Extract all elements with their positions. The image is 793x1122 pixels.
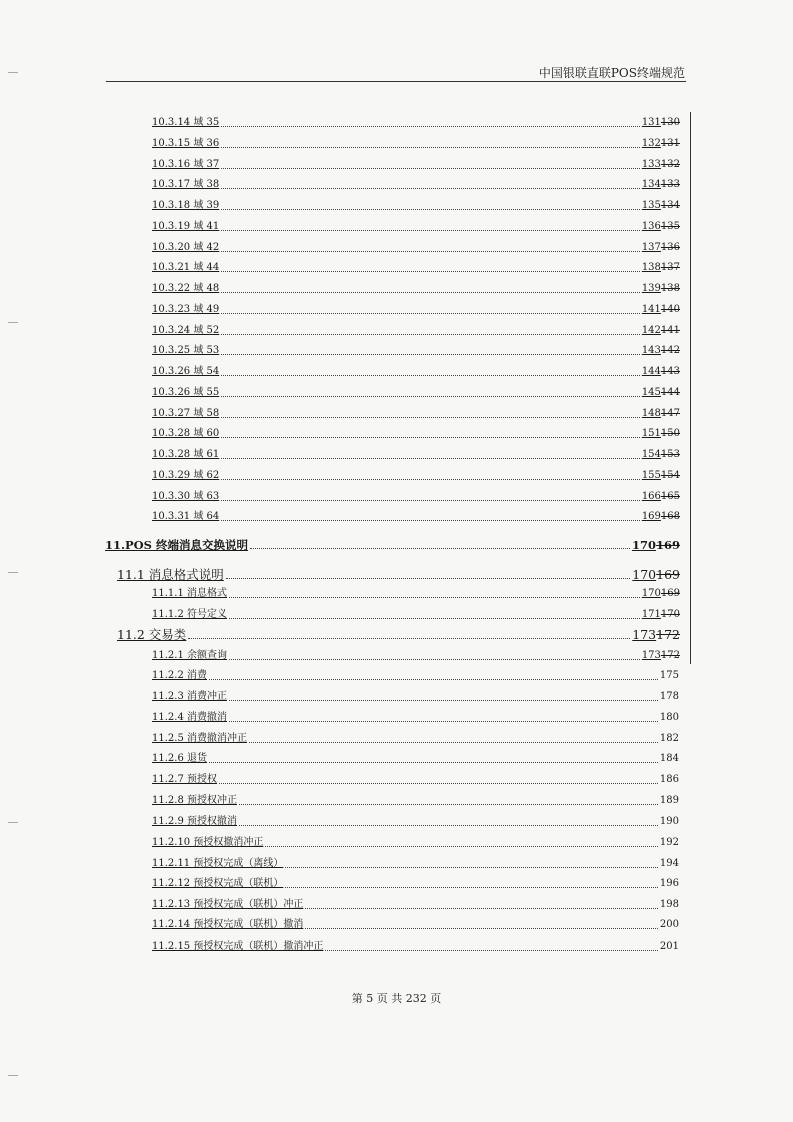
toc-entry-label: 11.2 交易类 (117, 627, 187, 642)
toc-page-old-struck: 150 (660, 428, 680, 440)
toc-entry[interactable] (152, 857, 679, 871)
toc-entry[interactable] (152, 898, 679, 912)
toc-entry-label: 11.2.12 预授权完成（联机） (152, 878, 284, 889)
toc-page-new: 145 (641, 386, 661, 398)
scan-artifact (8, 822, 18, 823)
toc-entry[interactable] (152, 918, 679, 932)
toc-page-number (642, 116, 680, 130)
toc-entry-label: 10.3.17 域 38 (152, 179, 220, 191)
toc-page-new: 170 (641, 588, 661, 599)
toc-page: 192 (659, 837, 679, 848)
toc-page-number (642, 282, 680, 296)
toc-entry-label: 10.3.26 域 55 (152, 386, 220, 398)
toc-dot-leader (221, 209, 640, 210)
toc-page-number (642, 587, 680, 601)
toc-dot-leader (229, 700, 658, 701)
toc-entry[interactable] (152, 877, 679, 891)
toc-entry-label: 11.2.7 预授权 (152, 774, 217, 785)
toc-entry[interactable] (152, 490, 680, 504)
toc-entry-label: 10.3.23 域 49 (152, 303, 220, 315)
toc-entry-label: 11.2.9 预授权撤消 (152, 816, 237, 827)
toc-entry[interactable] (152, 137, 680, 151)
toc-page-number (660, 836, 679, 850)
toc-page-number (642, 241, 680, 255)
toc-entry-label: 10.3.30 域 63 (152, 490, 220, 502)
page-footer: 第 5 页 共 232 页 (351, 992, 442, 1005)
toc-entry-label: 11.2.8 预授权冲正 (152, 795, 237, 806)
toc-page-number (642, 386, 680, 400)
toc-entry-label: 10.3.28 域 60 (152, 428, 220, 440)
toc-page-number (660, 669, 679, 683)
toc-entry[interactable] (152, 407, 680, 421)
toc-page-number (660, 711, 679, 725)
toc-page: 175 (659, 670, 679, 681)
toc-entry[interactable] (152, 815, 679, 829)
toc-page: 180 (659, 712, 679, 723)
toc-entry[interactable] (152, 608, 680, 622)
toc-page-old-struck: 136 (660, 241, 680, 253)
toc-dot-leader (221, 271, 640, 272)
toc-entry[interactable] (152, 324, 680, 338)
scan-artifact (8, 322, 18, 323)
scan-artifact (8, 1075, 18, 1076)
toc-page-number (660, 898, 679, 912)
toc-entry[interactable] (152, 836, 679, 850)
toc-page: 186 (659, 774, 679, 785)
toc-entry-label: 11.2.2 消费 (152, 670, 207, 681)
toc-dot-leader (221, 437, 640, 438)
toc-page: 200 (659, 919, 679, 930)
toc-dot-leader (221, 188, 640, 189)
toc-page-old-struck: 169 (660, 588, 680, 599)
toc-page: 190 (659, 816, 679, 827)
toc-page-new: 155 (641, 469, 661, 481)
toc-entry[interactable] (105, 538, 680, 552)
toc-dot-leader (239, 825, 658, 826)
toc-dot-leader (221, 230, 640, 231)
toc-entry[interactable] (152, 510, 680, 524)
toc-page-old-struck: 147 (660, 407, 680, 419)
toc-page-old-struck: 130 (660, 117, 680, 128)
toc-page-old-struck: 138 (660, 283, 680, 294)
toc-page-new: 141 (641, 303, 661, 315)
toc-dot-leader (249, 742, 658, 743)
toc-page: 189 (659, 795, 679, 806)
toc-entry[interactable] (152, 386, 680, 400)
toc-page-number (642, 303, 680, 317)
toc-dot-leader (305, 928, 658, 929)
toc-dot-leader (221, 147, 640, 148)
toc-page-old-struck: 172 (656, 627, 680, 642)
toc-entry-label: 10.3.28 域 61 (152, 449, 220, 460)
toc-entry-label: 10.3.18 域 39 (152, 200, 220, 211)
toc-entry-label: 10.3.26 域 54 (152, 366, 220, 377)
toc-page-number (632, 568, 680, 582)
toc-entry-label: 11.2.13 预授权完成（联机）冲正 (152, 899, 304, 910)
toc-page: 198 (659, 899, 679, 910)
toc-entry[interactable] (152, 587, 680, 601)
toc-page-old-struck: 154 (660, 469, 680, 481)
toc-entry-label: 11.2.15 预授权完成（联机）撤消冲正 (152, 941, 324, 952)
toc-page-old-struck: 132 (660, 158, 680, 170)
toc-dot-leader (285, 887, 658, 888)
toc-page-number (642, 649, 680, 663)
toc-entry[interactable] (152, 241, 680, 255)
toc-page-old-struck: 170 (660, 609, 680, 620)
toc-page: 201 (659, 941, 679, 952)
toc-dot-leader (229, 597, 640, 598)
toc-entry[interactable] (152, 773, 679, 787)
toc-page-new: 132 (641, 137, 661, 149)
toc-page-new: 138 (641, 262, 661, 274)
toc-page-old-struck: 131 (660, 137, 680, 149)
toc-page-number (660, 773, 679, 787)
toc-dot-leader (305, 908, 658, 909)
toc-dot-leader (209, 679, 658, 680)
toc-page-new: 137 (641, 241, 661, 253)
toc-page-number (660, 877, 679, 891)
toc-page-number (660, 815, 679, 829)
toc-page-number (642, 137, 680, 151)
toc-page-number (642, 448, 680, 462)
toc-entry[interactable] (152, 448, 680, 462)
toc-page-new: 154 (641, 449, 661, 460)
toc-page-number (660, 794, 679, 808)
toc-entry[interactable] (152, 199, 680, 213)
toc-page-old-struck: 135 (660, 220, 680, 232)
toc-page-new: 144 (641, 366, 661, 377)
toc-page-number (642, 261, 680, 275)
toc-entry[interactable] (152, 116, 680, 130)
revision-change-bar (690, 112, 691, 664)
toc-entry-label: 11.2.1 余额查询 (152, 650, 227, 661)
toc-entry[interactable] (152, 940, 679, 954)
toc-entry-label: 10.3.15 域 36 (152, 137, 220, 149)
toc-page-old-struck: 141 (660, 324, 680, 336)
toc-page-new: 173 (641, 650, 661, 661)
toc-entry-label: 10.3.22 域 48 (152, 283, 220, 294)
toc-page-new: 143 (641, 345, 661, 357)
toc-page-number (642, 510, 680, 524)
toc-page-number (642, 344, 680, 358)
toc-dot-leader (221, 479, 640, 480)
toc-page-new: 139 (641, 283, 661, 294)
toc-dot-leader (285, 867, 658, 868)
toc-page-new: 134 (641, 179, 661, 191)
toc-page-new: 151 (641, 428, 661, 440)
toc-entry-label: 11.2.4 消费撤消 (152, 712, 227, 723)
page-header-title: 中国银联直联POS终端规范 (538, 66, 685, 80)
toc-entry-label: 10.3.24 域 52 (152, 324, 220, 336)
toc-entry[interactable] (152, 344, 680, 358)
toc-entry-label: 10.3.14 域 35 (152, 117, 220, 128)
toc-page: 182 (659, 733, 679, 744)
toc-page-old-struck: 168 (660, 511, 680, 523)
toc-entry-label: 11.2.11 预授权完成（离线） (152, 858, 284, 869)
toc-entry-label: 11.2.5 消费撤消冲正 (152, 733, 247, 744)
toc-page-number (642, 427, 680, 441)
toc-dot-leader (209, 762, 658, 763)
toc-page: 196 (659, 878, 679, 889)
toc-entry-label: 10.3.29 域 62 (152, 469, 220, 481)
toc-page-new: 136 (641, 220, 661, 232)
toc-page-new: 142 (641, 324, 661, 336)
toc-page-old-struck: 134 (660, 200, 680, 211)
toc-dot-leader (221, 251, 640, 252)
toc-dot-leader (221, 354, 640, 355)
toc-dot-leader (239, 804, 658, 805)
toc-page-number (660, 940, 679, 954)
toc-dot-leader (221, 334, 640, 335)
toc-page-new: 173 (632, 627, 657, 642)
toc-dot-leader (221, 375, 640, 376)
toc-page-number (660, 857, 679, 871)
header-rule (106, 81, 686, 82)
toc-dot-leader (188, 638, 630, 639)
toc-dot-leader (325, 950, 658, 951)
toc-entry-label: 10.3.25 域 53 (152, 345, 220, 357)
toc-dot-leader (221, 292, 640, 293)
toc-entry[interactable] (152, 282, 680, 296)
toc-entry[interactable] (117, 568, 680, 582)
toc-page-old-struck: 142 (660, 345, 680, 357)
toc-page: 194 (659, 858, 679, 869)
toc-entry[interactable] (152, 178, 680, 192)
toc-entry-label: 11.2.3 消费冲正 (152, 691, 227, 702)
toc-page-number (660, 732, 679, 746)
toc-page-old-struck: 172 (660, 650, 680, 661)
toc-dot-leader (229, 659, 640, 660)
toc-page-number (660, 752, 679, 766)
toc-page-number (632, 628, 680, 642)
toc-page-old-struck: 169 (656, 567, 680, 582)
toc-dot-leader (219, 783, 658, 784)
toc-dot-leader (221, 168, 640, 169)
toc-page: 178 (659, 691, 679, 702)
toc-entry-label: 11.POS 终端消息交换说明 (105, 538, 248, 552)
toc-page-number (642, 469, 680, 483)
toc-page-new: 166 (641, 490, 661, 502)
toc-page-new: 133 (641, 158, 661, 170)
toc-dot-leader (221, 126, 640, 127)
toc-entry-label: 10.3.21 域 44 (152, 262, 220, 274)
toc-dot-leader (226, 578, 630, 579)
toc-entry[interactable] (117, 628, 680, 642)
toc-entry-label: 11.2.6 退货 (152, 753, 207, 764)
toc-dot-leader (229, 618, 640, 619)
toc-dot-leader (221, 396, 640, 397)
toc-entry-label: 10.3.31 域 64 (152, 511, 220, 523)
toc-entry-label: 11.2.14 预授权完成（联机）撤消 (152, 919, 304, 930)
toc-entry-label: 11.1 消息格式说明 (117, 567, 224, 582)
toc-entry[interactable] (152, 427, 680, 441)
toc-entry[interactable] (152, 469, 680, 483)
toc-entry[interactable] (152, 649, 680, 663)
toc-entry[interactable] (152, 365, 680, 379)
toc-entry-label: 10.3.20 域 42 (152, 241, 220, 253)
toc-page-old-struck: 165 (660, 490, 680, 502)
toc-page-number (642, 608, 680, 622)
toc-page-old-struck: 144 (660, 386, 680, 398)
toc-page-number (642, 220, 680, 234)
toc-page-number (660, 918, 679, 932)
toc-dot-leader (221, 500, 640, 501)
toc-page-old-struck: 169 (655, 538, 680, 552)
toc-entry[interactable] (152, 669, 679, 683)
toc-entry[interactable] (152, 794, 679, 808)
toc-page-old-struck: 143 (660, 366, 680, 377)
toc-entry-label: 11.1.2 符号定义 (152, 609, 227, 620)
toc-page-number (642, 199, 680, 213)
toc-entry[interactable] (152, 261, 680, 275)
toc-entry-label: 11.1.1 消息格式 (152, 588, 227, 599)
toc-page-new: 148 (641, 407, 661, 419)
toc-entry[interactable] (152, 303, 680, 317)
toc-entry[interactable] (152, 752, 679, 766)
toc-entry[interactable] (152, 711, 679, 725)
toc-page-new: 170 (631, 538, 656, 552)
toc-page-old-struck: 140 (660, 303, 680, 315)
toc-page-number (632, 538, 680, 552)
toc-page: 184 (659, 753, 679, 764)
toc-entry-label: 10.3.27 域 58 (152, 407, 220, 419)
toc-page-new: 169 (641, 511, 661, 523)
toc-entry-label: 10.3.19 域 41 (152, 220, 220, 232)
toc-page-new: 170 (632, 567, 657, 582)
toc-page-number (642, 178, 680, 192)
scan-artifact (8, 72, 18, 73)
toc-dot-leader (265, 846, 658, 847)
toc-entry[interactable] (152, 158, 680, 172)
toc-dot-leader (221, 458, 640, 459)
toc-page-new: 171 (641, 609, 661, 620)
toc-page-old-struck: 137 (660, 262, 680, 274)
toc-page-old-struck: 153 (660, 449, 680, 460)
toc-entry[interactable] (152, 220, 680, 234)
toc-dot-leader (221, 417, 640, 418)
toc-dot-leader (229, 721, 658, 722)
toc-page-new: 135 (641, 200, 661, 211)
toc-page-new: 131 (641, 117, 661, 128)
toc-entry[interactable] (152, 690, 679, 704)
toc-page-number (642, 490, 680, 504)
toc-dot-leader (221, 313, 640, 314)
toc-page-number (642, 407, 680, 421)
toc-dot-leader (221, 520, 640, 521)
scan-artifact (8, 572, 18, 573)
toc-page-number (642, 158, 680, 172)
toc-dot-leader (250, 548, 630, 549)
toc-page-number (642, 324, 680, 338)
toc-page-old-struck: 133 (660, 179, 680, 191)
toc-page-number (660, 690, 679, 704)
toc-entry-label: 11.2.10 预授权撤消冲正 (152, 837, 264, 848)
toc-entry-label: 10.3.16 域 37 (152, 158, 220, 170)
toc-page-number (642, 365, 680, 379)
toc-entry[interactable] (152, 732, 679, 746)
